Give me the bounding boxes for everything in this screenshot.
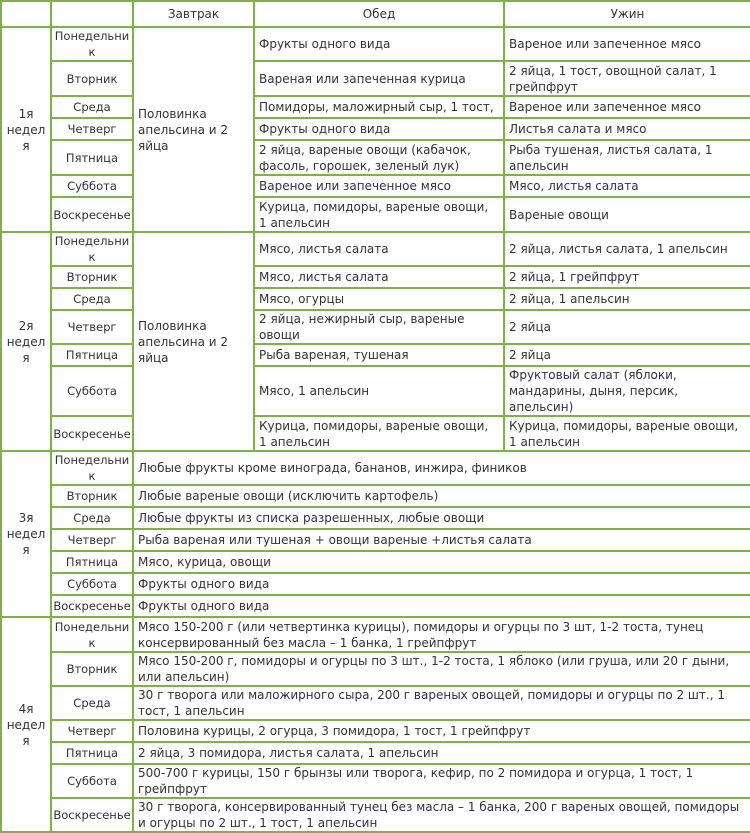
day-cell: Вторник bbox=[51, 266, 133, 288]
day-cell: Пятница bbox=[51, 344, 133, 366]
table-row bbox=[1, 742, 750, 764]
dinner-cell: 2 яйца bbox=[504, 344, 750, 366]
lunch-cell: Фрукты одного вида bbox=[254, 27, 504, 61]
lunch-cell: Курица, помидоры, вареные овощи, 1 апельсин bbox=[254, 197, 504, 232]
day-cell: Среда bbox=[51, 96, 133, 118]
table-row bbox=[1, 232, 750, 266]
day-cell: Вторник bbox=[51, 485, 133, 507]
lunch-cell: Рыба вареная, тушеная bbox=[254, 344, 504, 366]
table-row bbox=[1, 344, 750, 366]
table-row bbox=[1, 118, 750, 140]
day-cell: Воскресенье bbox=[51, 595, 133, 617]
dinner-cell: Рыба тушеная, листья салата, 1 апельсин bbox=[504, 140, 750, 175]
day-cell: Вторник bbox=[51, 652, 133, 686]
dinner-cell: 2 яйца, листья салата, 1 апельсин bbox=[504, 232, 750, 266]
day-cell: Суббота bbox=[51, 175, 133, 197]
day-cell: Воскресенье bbox=[51, 197, 133, 232]
menu-cell: 30 г творога, консервированный тунец без масла – 1 банка, 200 г вареных овощей, помидоры и огурцы по 2 шт., 1 тост, 1 апельсин bbox=[133, 798, 750, 832]
day-cell: Воскресенье bbox=[51, 798, 133, 832]
dinner-cell: Вареные овощи bbox=[504, 197, 750, 232]
day-cell: Понедельник bbox=[51, 27, 133, 61]
table-row bbox=[1, 197, 750, 232]
lunch-cell: Мясо, листья салата bbox=[254, 232, 504, 266]
table-row bbox=[1, 27, 750, 61]
table-row bbox=[1, 507, 750, 529]
dinner-cell: Фруктовый салат (яблоки, мандарины, дыня, персик, апельсин) bbox=[504, 366, 750, 416]
menu-cell: Любые вареные овощи (исключить картофель) bbox=[133, 485, 750, 507]
lunch-cell: Курица, помидоры, вареные овощи, 1 апельсин bbox=[254, 416, 504, 451]
table-row bbox=[1, 485, 750, 507]
day-cell: Четверг bbox=[51, 310, 133, 344]
menu-cell: Рыба вареная или тушеная + овощи вареные +листья салата bbox=[133, 529, 750, 551]
lunch-cell: Мясо, 1 апельсин bbox=[254, 366, 504, 416]
day-cell: Среда bbox=[51, 686, 133, 720]
header-week bbox=[1, 1, 51, 27]
lunch-cell: Помидоры, маложирный сыр, 1 тост, bbox=[254, 96, 504, 118]
table-row bbox=[1, 61, 750, 96]
menu-cell: Половина курицы, 2 огурца, 3 помидора, 1 тост, 1 грейпфрут bbox=[133, 720, 750, 742]
day-cell: Пятница bbox=[51, 742, 133, 764]
table-row bbox=[1, 529, 750, 551]
table-row bbox=[1, 595, 750, 617]
lunch-cell: 2 яйца, вареные овощи (кабачок, фасоль, горошек, зеленый лук) bbox=[254, 140, 504, 175]
week-label: 1я неделя bbox=[1, 27, 51, 232]
day-cell: Суббота bbox=[51, 573, 133, 595]
day-cell: Понедельник bbox=[51, 451, 133, 485]
day-cell: Среда bbox=[51, 507, 133, 529]
table-row bbox=[1, 652, 750, 686]
menu-cell: 30 г творога или маложирного сыра, 200 г вареных овощей, помидоры и огурцы по 2 шт., 1 тост, 1 апельсин bbox=[133, 686, 750, 720]
dinner-cell: Вареное или запеченное мясо bbox=[504, 27, 750, 61]
week-label: 3я неделя bbox=[1, 451, 51, 617]
table-row bbox=[1, 288, 750, 310]
header-dinner: Ужин bbox=[504, 1, 750, 27]
header-row bbox=[1, 1, 750, 27]
menu-cell: 500-700 г курицы, 150 г брынзы или творога, кефир, по 2 помидора и огурца, 1 тост, 1 грейпфрут bbox=[133, 764, 750, 798]
lunch-cell: Фрукты одного вида bbox=[254, 118, 504, 140]
day-cell: Воскресенье bbox=[51, 416, 133, 451]
lunch-cell: Мясо, огурцы bbox=[254, 288, 504, 310]
dinner-cell: Курица, помидоры, вареные овощи, 1 апельсин bbox=[504, 416, 750, 451]
menu-cell: Любые фрукты из списка разрешенных, любые овощи bbox=[133, 507, 750, 529]
dinner-cell: Листья салата и мясо bbox=[504, 118, 750, 140]
dinner-cell: 2 яйца, 1 апельсин bbox=[504, 288, 750, 310]
table-row bbox=[1, 416, 750, 451]
breakfast-cell: Половинка апельсина и 2 яйца bbox=[133, 232, 254, 451]
header-day bbox=[51, 1, 133, 27]
table-row bbox=[1, 175, 750, 197]
lunch-cell: Вареная или запеченная курица bbox=[254, 61, 504, 96]
dinner-cell: Мясо, листья салата bbox=[504, 175, 750, 197]
day-cell: Понедельник bbox=[51, 232, 133, 266]
day-cell: Вторник bbox=[51, 61, 133, 96]
day-cell: Суббота bbox=[51, 764, 133, 798]
menu-cell: Любые фрукты кроме винограда, бананов, инжира, фиников bbox=[133, 451, 750, 485]
day-cell: Суббота bbox=[51, 366, 133, 416]
lunch-cell: Мясо, листья салата bbox=[254, 266, 504, 288]
table-row bbox=[1, 310, 750, 344]
dinner-cell: Вареное или запеченное мясо bbox=[504, 96, 750, 118]
day-cell: Пятница bbox=[51, 551, 133, 573]
dinner-cell: 2 яйца, 1 тост, овощной салат, 1 грейпфрут bbox=[504, 61, 750, 96]
dinner-cell: 2 яйца bbox=[504, 310, 750, 344]
week-label: 4я неделя bbox=[1, 617, 51, 832]
day-cell: Четверг bbox=[51, 720, 133, 742]
menu-cell: Фрукты одного вида bbox=[133, 595, 750, 617]
day-cell: Четверг bbox=[51, 529, 133, 551]
dinner-cell: 2 яйца, 1 грейпфрут bbox=[504, 266, 750, 288]
day-cell: Пятница bbox=[51, 140, 133, 175]
table-row bbox=[1, 451, 750, 485]
table-row bbox=[1, 573, 750, 595]
table-row bbox=[1, 140, 750, 175]
day-cell: Понедельник bbox=[51, 617, 133, 652]
table-row bbox=[1, 551, 750, 573]
breakfast-cell: Половинка апельсина и 2 яйца bbox=[133, 27, 254, 232]
table-row bbox=[1, 686, 750, 720]
table-row bbox=[1, 366, 750, 416]
lunch-cell: Вареное или запеченное мясо bbox=[254, 175, 504, 197]
menu-cell: Мясо 150-200 г (или четвертинка курицы), помидоры и огурцы по 3 шт, 1-2 тоста, тунец консервированный без масла – 1 банка, 1 грейпфрут bbox=[133, 617, 750, 652]
header-breakfast: Завтрак bbox=[133, 1, 254, 27]
day-cell: Четверг bbox=[51, 118, 133, 140]
table-row bbox=[1, 798, 750, 832]
lunch-cell: 2 яйца, нежирный сыр, вареные овощи bbox=[254, 310, 504, 344]
menu-cell: 2 яйца, 3 помидора, листья салата, 1 апельсин bbox=[133, 742, 750, 764]
menu-cell: Фрукты одного вида bbox=[133, 573, 750, 595]
table-row bbox=[1, 720, 750, 742]
week-label: 2я неделя bbox=[1, 232, 51, 451]
table-row bbox=[1, 764, 750, 798]
table-row bbox=[1, 96, 750, 118]
table-row bbox=[1, 617, 750, 652]
day-cell: Среда bbox=[51, 288, 133, 310]
header-lunch: Обед bbox=[254, 1, 504, 27]
menu-cell: Мясо 150-200 г, помидоры и огурцы по 3 шт., 1-2 тоста, 1 яблоко (или груша, или 20 г дыни, или апельсин) bbox=[133, 652, 750, 686]
menu-cell: Мясо, курица, овощи bbox=[133, 551, 750, 573]
table-row bbox=[1, 266, 750, 288]
